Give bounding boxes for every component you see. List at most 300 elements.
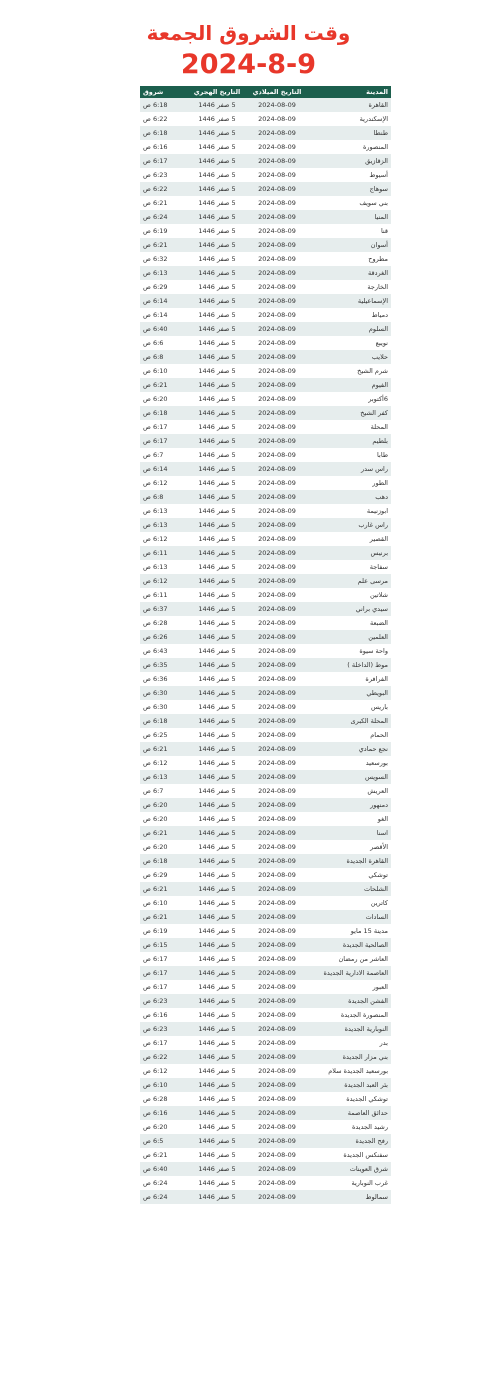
sunrise-time-cell: 6:13 ص — [140, 266, 190, 280]
gregorian-date-cell: 2024-08-09 — [244, 784, 310, 798]
city-cell: المنيا — [310, 210, 391, 224]
gregorian-date-cell: 2024-08-09 — [244, 938, 310, 952]
sunrise-time-cell: 6:24 ص — [140, 210, 190, 224]
table-row — [140, 742, 391, 756]
table-row — [140, 630, 391, 644]
gregorian-date-cell: 2024-08-09 — [244, 588, 310, 602]
table-row — [140, 910, 391, 924]
col-header-sunrise: شروق — [140, 86, 190, 98]
col-header-gregorian: التاريخ الميلادي — [244, 86, 310, 98]
gregorian-date-cell: 2024-08-09 — [244, 854, 310, 868]
sunrise-time-cell: 6:13 ص — [140, 518, 190, 532]
hijri-date-cell: 5 صفر 1446 — [190, 630, 244, 644]
hijri-date-cell: 5 صفر 1446 — [190, 1176, 244, 1190]
city-cell: كاترين — [310, 896, 391, 910]
city-cell: الزقازيق — [310, 154, 391, 168]
table-row — [140, 462, 391, 476]
table-row — [140, 602, 391, 616]
city-cell: المحلة — [310, 420, 391, 434]
city-cell: حلايب — [310, 350, 391, 364]
sunrise-time-cell: 6:19 ص — [140, 224, 190, 238]
hijri-date-cell: 5 صفر 1446 — [190, 294, 244, 308]
sunrise-time-cell: 6:14 ص — [140, 462, 190, 476]
table-row — [140, 490, 391, 504]
table-row — [140, 1190, 391, 1204]
city-cell: بدر — [310, 1036, 391, 1050]
sunrise-time-cell: 6:40 ص — [140, 1162, 190, 1176]
city-cell: اسنا — [310, 826, 391, 840]
sunrise-time-cell: 6:26 ص — [140, 630, 190, 644]
hijri-date-cell: 5 صفر 1446 — [190, 560, 244, 574]
sunrise-time-cell: 6:16 ص — [140, 140, 190, 154]
gregorian-date-cell: 2024-08-09 — [244, 798, 310, 812]
hijri-date-cell: 5 صفر 1446 — [190, 868, 244, 882]
gregorian-date-cell: 2024-08-09 — [244, 966, 310, 980]
sunrise-time-cell: 6:18 ص — [140, 714, 190, 728]
table-row — [140, 154, 391, 168]
city-cell: أسوان — [310, 238, 391, 252]
col-header-hijri: التاريخ الهجري — [190, 86, 244, 98]
city-cell: الفشن الجديدة — [310, 994, 391, 1008]
sunrise-time-cell: 6:16 ص — [140, 1008, 190, 1022]
gregorian-date-cell: 2024-08-09 — [244, 336, 310, 350]
hijri-date-cell: 5 صفر 1446 — [190, 378, 244, 392]
hijri-date-cell: 5 صفر 1446 — [190, 826, 244, 840]
city-cell: الغو — [310, 812, 391, 826]
table-row — [140, 770, 391, 784]
sunrise-time-cell: 6:18 ص — [140, 98, 190, 112]
hijri-date-cell: 5 صفر 1446 — [190, 126, 244, 140]
hijri-date-cell: 5 صفر 1446 — [190, 168, 244, 182]
gregorian-date-cell: 2024-08-09 — [244, 868, 310, 882]
city-cell: المنصورة — [310, 140, 391, 154]
hijri-date-cell: 5 صفر 1446 — [190, 1092, 244, 1106]
sunrise-time-cell: 6:21 ص — [140, 882, 190, 896]
hijri-date-cell: 5 صفر 1446 — [190, 770, 244, 784]
table-row — [140, 1106, 391, 1120]
gregorian-date-cell: 2024-08-09 — [244, 532, 310, 546]
hijri-date-cell: 5 صفر 1446 — [190, 350, 244, 364]
sunrise-time-cell: 6:21 ص — [140, 910, 190, 924]
sunrise-time-cell: 6:10 ص — [140, 1078, 190, 1092]
sunrise-time-cell: 6:28 ص — [140, 1092, 190, 1106]
sunrise-time-cell: 6:10 ص — [140, 896, 190, 910]
table-row — [140, 826, 391, 840]
gregorian-date-cell: 2024-08-09 — [244, 1092, 310, 1106]
gregorian-date-cell: 2024-08-09 — [244, 448, 310, 462]
gregorian-date-cell: 2024-08-09 — [244, 1120, 310, 1134]
sunrise-time-cell: 6:30 ص — [140, 700, 190, 714]
sunrise-time-cell: 6:18 ص — [140, 126, 190, 140]
sunrise-time-cell: 6:16 ص — [140, 1106, 190, 1120]
table-row — [140, 1064, 391, 1078]
city-cell: شرم الشيخ — [310, 364, 391, 378]
city-cell: العاشر من رمضان — [310, 952, 391, 966]
gregorian-date-cell: 2024-08-09 — [244, 126, 310, 140]
gregorian-date-cell: 2024-08-09 — [244, 252, 310, 266]
sunrise-time-cell: 6:13 ص — [140, 504, 190, 518]
hijri-date-cell: 5 صفر 1446 — [190, 756, 244, 770]
hijri-date-cell: 5 صفر 1446 — [190, 154, 244, 168]
sunrise-time-cell: 6:21 ص — [140, 826, 190, 840]
table-row — [140, 420, 391, 434]
city-cell: سمالوط — [310, 1190, 391, 1204]
city-cell: توشكي الجديدة — [310, 1092, 391, 1106]
table-row — [140, 476, 391, 490]
gregorian-date-cell: 2024-08-09 — [244, 700, 310, 714]
table-row — [140, 140, 391, 154]
hijri-date-cell: 5 صفر 1446 — [190, 280, 244, 294]
hijri-date-cell: 5 صفر 1446 — [190, 1036, 244, 1050]
hijri-date-cell: 5 صفر 1446 — [190, 686, 244, 700]
sunrise-time-cell: 6:14 ص — [140, 294, 190, 308]
table-row — [140, 322, 391, 336]
gregorian-date-cell: 2024-08-09 — [244, 574, 310, 588]
sunrise-time-cell: 6:29 ص — [140, 868, 190, 882]
gregorian-date-cell: 2024-08-09 — [244, 1008, 310, 1022]
table-row — [140, 672, 391, 686]
gregorian-date-cell: 2024-08-09 — [244, 350, 310, 364]
city-cell: الحمام — [310, 728, 391, 742]
gregorian-date-cell: 2024-08-09 — [244, 980, 310, 994]
hijri-date-cell: 5 صفر 1446 — [190, 938, 244, 952]
gregorian-date-cell: 2024-08-09 — [244, 266, 310, 280]
gregorian-date-cell: 2024-08-09 — [244, 826, 310, 840]
sunrise-time-cell: 6:24 ص — [140, 1190, 190, 1204]
sunrise-time-cell: 6:12 ص — [140, 756, 190, 770]
sunrise-time-cell: 6:28 ص — [140, 616, 190, 630]
gregorian-date-cell: 2024-08-09 — [244, 364, 310, 378]
page-date: 2024-8-9 — [180, 49, 317, 80]
city-cell: شرق العوينات — [310, 1162, 391, 1176]
sunrise-time-cell: 6:11 ص — [140, 546, 190, 560]
hijri-date-cell: 5 صفر 1446 — [190, 546, 244, 560]
gregorian-date-cell: 2024-08-09 — [244, 1050, 310, 1064]
city-cell: طابا — [310, 448, 391, 462]
hijri-date-cell: 5 صفر 1446 — [190, 518, 244, 532]
sunrise-time-cell: 6:21 ص — [140, 238, 190, 252]
gregorian-date-cell: 2024-08-09 — [244, 322, 310, 336]
city-cell: بورسعيد — [310, 756, 391, 770]
city-cell: السويس — [310, 770, 391, 784]
hijri-date-cell: 5 صفر 1446 — [190, 924, 244, 938]
gregorian-date-cell: 2024-08-09 — [244, 882, 310, 896]
sunrise-time-cell: 6:17 ص — [140, 952, 190, 966]
table-row — [140, 1078, 391, 1092]
sunrise-time-cell: 6:18 ص — [140, 406, 190, 420]
city-cell: رفح الجديدة — [310, 1134, 391, 1148]
hijri-date-cell: 5 صفر 1446 — [190, 910, 244, 924]
sunrise-time-cell: 6:17 ص — [140, 980, 190, 994]
city-cell: الطور — [310, 476, 391, 490]
city-cell: الفرافرة — [310, 672, 391, 686]
gregorian-date-cell: 2024-08-09 — [244, 616, 310, 630]
gregorian-date-cell: 2024-08-09 — [244, 462, 310, 476]
hijri-date-cell: 5 صفر 1446 — [190, 210, 244, 224]
city-cell: باريس — [310, 700, 391, 714]
sunrise-time-cell: 6:13 ص — [140, 770, 190, 784]
city-cell: 6أكتوبر — [310, 392, 391, 406]
hijri-date-cell: 5 صفر 1446 — [190, 602, 244, 616]
sunrise-time-cell: 6:21 ص — [140, 742, 190, 756]
sunrise-time-cell: 6:12 ص — [140, 532, 190, 546]
table-row — [140, 1120, 391, 1134]
city-cell: نويبع — [310, 336, 391, 350]
hijri-date-cell: 5 صفر 1446 — [190, 658, 244, 672]
city-cell: الفيوم — [310, 378, 391, 392]
table-row — [140, 1176, 391, 1190]
hijri-date-cell: 5 صفر 1446 — [190, 98, 244, 112]
table-row — [140, 392, 391, 406]
gregorian-date-cell: 2024-08-09 — [244, 560, 310, 574]
gregorian-date-cell: 2024-08-09 — [244, 434, 310, 448]
gregorian-date-cell: 2024-08-09 — [244, 672, 310, 686]
table-row — [140, 700, 391, 714]
sunrise-time-cell: 6:17 ص — [140, 420, 190, 434]
city-cell: حدائق العاصمة — [310, 1106, 391, 1120]
sunrise-time-cell: 6:20 ص — [140, 840, 190, 854]
city-cell: العاصمة الادارية الجديدة — [310, 966, 391, 980]
table-row — [140, 280, 391, 294]
hijri-date-cell: 5 صفر 1446 — [190, 1162, 244, 1176]
gregorian-date-cell: 2024-08-09 — [244, 518, 310, 532]
gregorian-date-cell: 2024-08-09 — [244, 1134, 310, 1148]
gregorian-date-cell: 2024-08-09 — [244, 308, 310, 322]
hijri-date-cell: 5 صفر 1446 — [190, 336, 244, 350]
hijri-date-cell: 5 صفر 1446 — [190, 196, 244, 210]
hijri-date-cell: 5 صفر 1446 — [190, 714, 244, 728]
table-row — [140, 1008, 391, 1022]
table-row — [140, 448, 391, 462]
city-cell: الأقصر — [310, 840, 391, 854]
city-cell: دمياط — [310, 308, 391, 322]
city-cell: بني مزار الجديدة — [310, 1050, 391, 1064]
hijri-date-cell: 5 صفر 1446 — [190, 1050, 244, 1064]
city-cell: الشلحات — [310, 882, 391, 896]
city-cell: الغردقة — [310, 266, 391, 280]
gregorian-date-cell: 2024-08-09 — [244, 896, 310, 910]
sunrise-time-cell: 6:20 ص — [140, 1120, 190, 1134]
table-row — [140, 1050, 391, 1064]
hijri-date-cell: 5 صفر 1446 — [190, 182, 244, 196]
city-cell: واحة سيوة — [310, 644, 391, 658]
table-row — [140, 896, 391, 910]
gregorian-date-cell: 2024-08-09 — [244, 294, 310, 308]
city-cell: السلوم — [310, 322, 391, 336]
sunrise-time-cell: 6:15 ص — [140, 938, 190, 952]
sunrise-time-cell: 6:5 ص — [140, 1134, 190, 1148]
hijri-date-cell: 5 صفر 1446 — [190, 364, 244, 378]
table-row — [140, 994, 391, 1008]
city-cell: الإسماعيلية — [310, 294, 391, 308]
table-row — [140, 98, 391, 112]
city-cell: القاهرة — [310, 98, 391, 112]
gregorian-date-cell: 2024-08-09 — [244, 140, 310, 154]
city-cell: قنا — [310, 224, 391, 238]
gregorian-date-cell: 2024-08-09 — [244, 154, 310, 168]
hijri-date-cell: 5 صفر 1446 — [190, 994, 244, 1008]
table-row — [140, 364, 391, 378]
sunrise-time-cell: 6:29 ص — [140, 280, 190, 294]
table-row — [140, 1162, 391, 1176]
table-row — [140, 658, 391, 672]
sunrise-time-cell: 6:23 ص — [140, 168, 190, 182]
table-row — [140, 434, 391, 448]
table-row — [140, 266, 391, 280]
city-cell: العبور — [310, 980, 391, 994]
hijri-date-cell: 5 صفر 1446 — [190, 238, 244, 252]
sunrise-time-cell: 6:37 ص — [140, 602, 190, 616]
sunrise-table — [140, 86, 391, 1204]
hijri-date-cell: 5 صفر 1446 — [190, 700, 244, 714]
city-cell: توشكي — [310, 868, 391, 882]
gregorian-date-cell: 2024-08-09 — [244, 504, 310, 518]
gregorian-date-cell: 2024-08-09 — [244, 770, 310, 784]
city-cell: راس سدر — [310, 462, 391, 476]
table-row — [140, 1134, 391, 1148]
sunrise-time-cell: 6:22 ص — [140, 112, 190, 126]
gregorian-date-cell: 2024-08-09 — [244, 182, 310, 196]
table-row — [140, 224, 391, 238]
sunrise-time-cell: 6:22 ص — [140, 1050, 190, 1064]
gregorian-date-cell: 2024-08-09 — [244, 420, 310, 434]
gregorian-date-cell: 2024-08-09 — [244, 1176, 310, 1190]
sunrise-time-cell: 6:43 ص — [140, 644, 190, 658]
hijri-date-cell: 5 صفر 1446 — [190, 644, 244, 658]
gregorian-date-cell: 2024-08-09 — [244, 406, 310, 420]
gregorian-date-cell: 2024-08-09 — [244, 1162, 310, 1176]
hijri-date-cell: 5 صفر 1446 — [190, 252, 244, 266]
gregorian-date-cell: 2024-08-09 — [244, 812, 310, 826]
gregorian-date-cell: 2024-08-09 — [244, 546, 310, 560]
city-cell: مطروح — [310, 252, 391, 266]
city-cell: طنطا — [310, 126, 391, 140]
hijri-date-cell: 5 صفر 1446 — [190, 980, 244, 994]
hijri-date-cell: 5 صفر 1446 — [190, 672, 244, 686]
table-row — [140, 350, 391, 364]
gregorian-date-cell: 2024-08-09 — [244, 686, 310, 700]
gregorian-date-cell: 2024-08-09 — [244, 644, 310, 658]
table-row — [140, 616, 391, 630]
sunrise-time-cell: 6:7 ص — [140, 784, 190, 798]
city-cell: سوهاج — [310, 182, 391, 196]
sunrise-time-cell: 6:17 ص — [140, 154, 190, 168]
city-cell: سفاجة — [310, 560, 391, 574]
city-cell: أسيوط — [310, 168, 391, 182]
sunrise-time-cell: 6:32 ص — [140, 252, 190, 266]
city-cell: دمنهور — [310, 798, 391, 812]
hijri-date-cell: 5 صفر 1446 — [190, 966, 244, 980]
page-title: وقت الشروق الجمعة — [146, 21, 351, 45]
gregorian-date-cell: 2024-08-09 — [244, 378, 310, 392]
gregorian-date-cell: 2024-08-09 — [244, 490, 310, 504]
gregorian-date-cell: 2024-08-09 — [244, 658, 310, 672]
table-row — [140, 532, 391, 546]
sunrise-time-cell: 6:12 ص — [140, 574, 190, 588]
gregorian-date-cell: 2024-08-09 — [244, 714, 310, 728]
hijri-date-cell: 5 صفر 1446 — [190, 1148, 244, 1162]
hijri-date-cell: 5 صفر 1446 — [190, 1064, 244, 1078]
hijri-date-cell: 5 صفر 1446 — [190, 840, 244, 854]
gregorian-date-cell: 2024-08-09 — [244, 224, 310, 238]
gregorian-date-cell: 2024-08-09 — [244, 1106, 310, 1120]
gregorian-date-cell: 2024-08-09 — [244, 210, 310, 224]
city-cell: مرسى علم — [310, 574, 391, 588]
sunrise-time-cell: 6:12 ص — [140, 476, 190, 490]
gregorian-date-cell: 2024-08-09 — [244, 924, 310, 938]
hijri-date-cell: 5 صفر 1446 — [190, 854, 244, 868]
gregorian-date-cell: 2024-08-09 — [244, 98, 310, 112]
hijri-date-cell: 5 صفر 1446 — [190, 266, 244, 280]
city-cell: بئر العبد الجديدة — [310, 1078, 391, 1092]
sunrise-time-cell: 6:13 ص — [140, 560, 190, 574]
hijri-date-cell: 5 صفر 1446 — [190, 1120, 244, 1134]
hijri-date-cell: 5 صفر 1446 — [190, 588, 244, 602]
gregorian-date-cell: 2024-08-09 — [244, 994, 310, 1008]
hijri-date-cell: 5 صفر 1446 — [190, 1022, 244, 1036]
gregorian-date-cell: 2024-08-09 — [244, 1148, 310, 1162]
gregorian-date-cell: 2024-08-09 — [244, 1022, 310, 1036]
hijri-date-cell: 5 صفر 1446 — [190, 1078, 244, 1092]
table-row — [140, 112, 391, 126]
table-row — [140, 840, 391, 854]
gregorian-date-cell: 2024-08-09 — [244, 168, 310, 182]
gregorian-date-cell: 2024-08-09 — [244, 952, 310, 966]
table-row — [140, 756, 391, 770]
table-row — [140, 938, 391, 952]
hijri-date-cell: 5 صفر 1446 — [190, 742, 244, 756]
hijri-date-cell: 5 صفر 1446 — [190, 448, 244, 462]
gregorian-date-cell: 2024-08-09 — [244, 392, 310, 406]
gregorian-date-cell: 2024-08-09 — [244, 602, 310, 616]
hijri-date-cell: 5 صفر 1446 — [190, 322, 244, 336]
sunrise-time-cell: 6:40 ص — [140, 322, 190, 336]
table-row — [140, 798, 391, 812]
sunrise-time-cell: 6:11 ص — [140, 588, 190, 602]
hijri-date-cell: 5 صفر 1446 — [190, 140, 244, 154]
table-row — [140, 924, 391, 938]
sunrise-time-cell: 6:23 ص — [140, 1022, 190, 1036]
city-cell: موط (الداخلة ) — [310, 658, 391, 672]
city-cell: الإسكندرية — [310, 112, 391, 126]
gregorian-date-cell: 2024-08-09 — [244, 1064, 310, 1078]
city-cell: نجع حمادي — [310, 742, 391, 756]
city-cell: النوبارية الجديدة — [310, 1022, 391, 1036]
sunrise-time-cell: 6:17 ص — [140, 1036, 190, 1050]
city-cell: القصير — [310, 532, 391, 546]
city-cell: سيدي براني — [310, 602, 391, 616]
hijri-date-cell: 5 صفر 1446 — [190, 798, 244, 812]
city-cell: بني سويف — [310, 196, 391, 210]
table-row — [140, 406, 391, 420]
hijri-date-cell: 5 صفر 1446 — [190, 616, 244, 630]
city-cell: مدينة 15 مايو — [310, 924, 391, 938]
sunrise-time-cell: 6:20 ص — [140, 392, 190, 406]
table-row — [140, 644, 391, 658]
gregorian-date-cell: 2024-08-09 — [244, 1036, 310, 1050]
table-row — [140, 308, 391, 322]
sunrise-time-cell: 6:23 ص — [140, 994, 190, 1008]
sunrise-time-cell: 6:36 ص — [140, 672, 190, 686]
gregorian-date-cell: 2024-08-09 — [244, 756, 310, 770]
hijri-date-cell: 5 صفر 1446 — [190, 728, 244, 742]
city-cell: سفنكس الجديدة — [310, 1148, 391, 1162]
sunrise-time-cell: 6:25 ص — [140, 728, 190, 742]
hijri-date-cell: 5 صفر 1446 — [190, 1134, 244, 1148]
table-row — [140, 714, 391, 728]
hijri-date-cell: 5 صفر 1446 — [190, 308, 244, 322]
table-row — [140, 1036, 391, 1050]
